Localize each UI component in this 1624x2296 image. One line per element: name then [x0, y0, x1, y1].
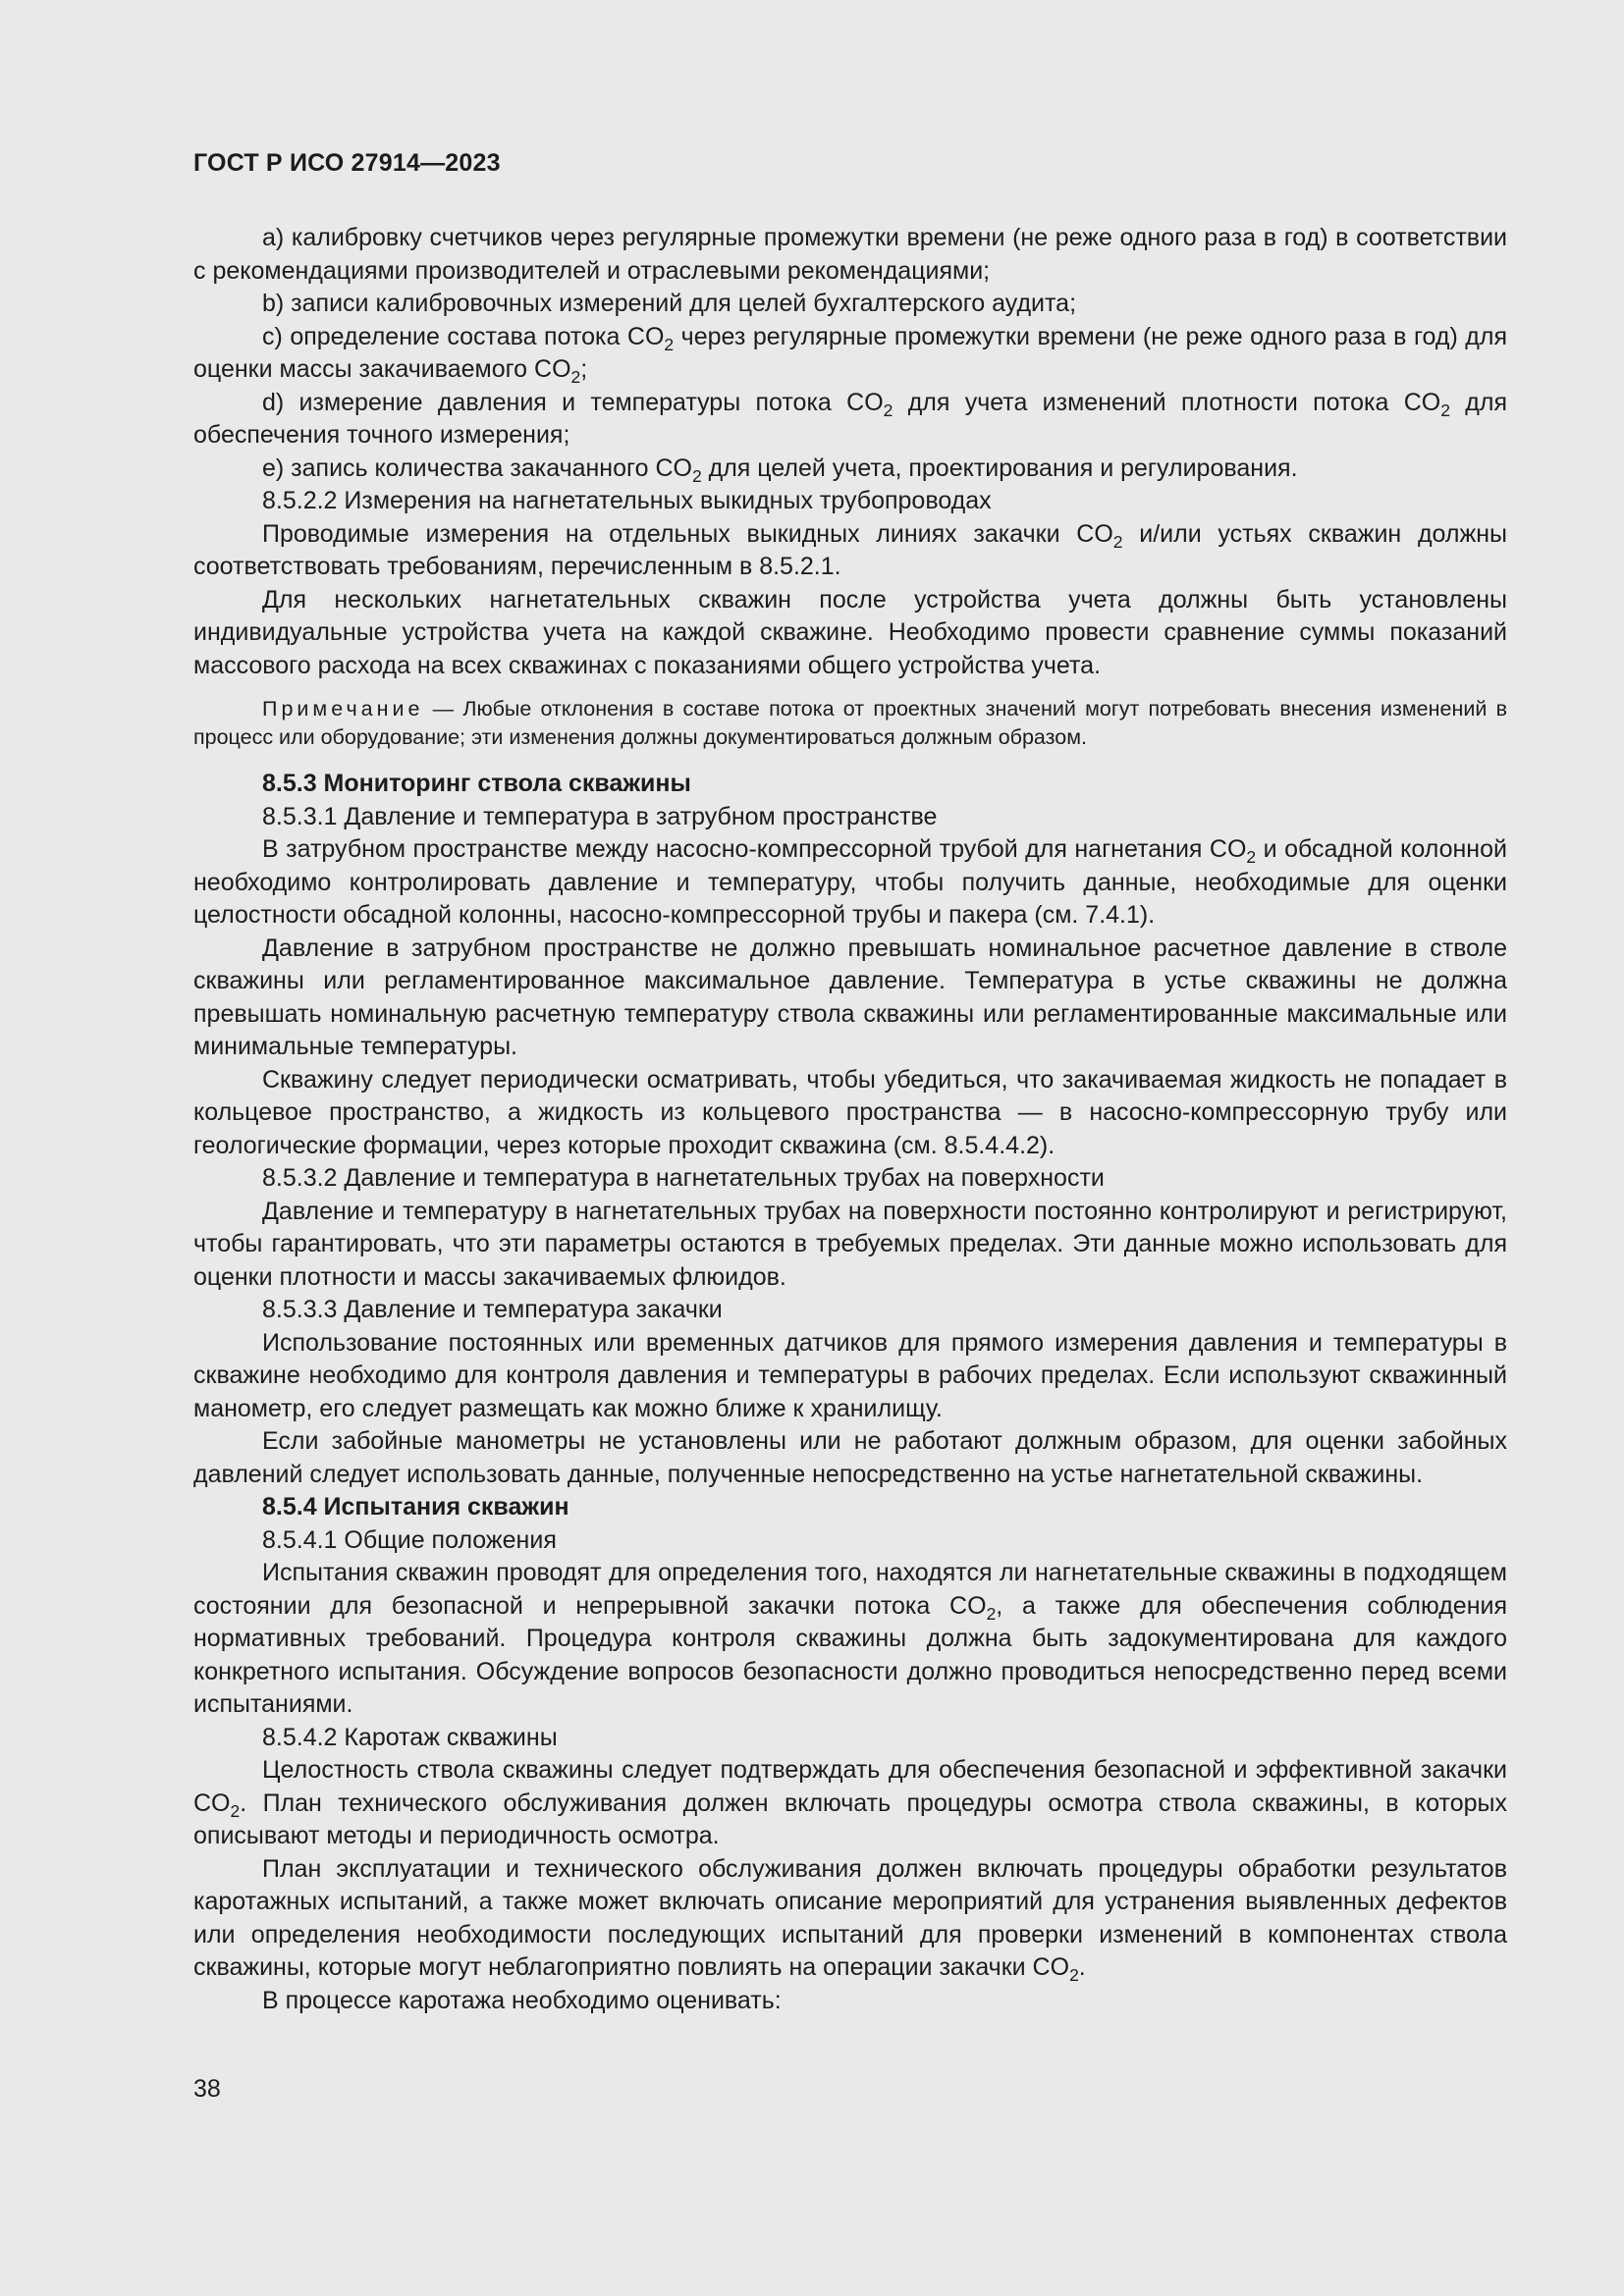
section-8542-paragraph-1: Целостность ствола скважины следует подтверждать для обеспечения безопасной и эффективной закачки $CO_2$. План технического обслуживания должен включать процедуры осмотра ствола скважины, в которых описывают методы и периодичность осмотра. [193, 1756, 1507, 1849]
section-8532-paragraph: Давление и температуру в нагнетательных трубах на поверхности постоянно контролируют и регистрируют, чтобы гарантировать, что эти параметры остаются в требуемых пределах. Эти данные можно использовать для оценки плотности и массы закачиваемых флюидов. [193, 1197, 1507, 1291]
section-8542-heading: 8.5.4.2 Каротаж скважины [262, 1723, 558, 1751]
section-8522-paragraph-2: Для нескольких нагнетательных скважин после устройства учета должны быть установлены индивидуальные устройства учета на каждой скважине. Необходимо провести сравнение суммы показаний массового расхода на всех скважинах с показаниями общего устройства учета. [193, 585, 1507, 679]
section-8541-heading: 8.5.4.1 Общие положения [262, 1525, 557, 1554]
note-text: — Любые отклонения в составе потока от проектных значений могут потребовать внесения изменений в процесс или оборудование; эти изменения должны документироваться должным образом. [193, 697, 1507, 749]
list-item-a: a) калибровку счетчиков через регулярные промежутки времени (не реже одного раза в год) в соответствии с рекомендациями производителей и отраслевыми рекомендациями; [193, 224, 1507, 285]
note-label: Примечание [262, 697, 424, 721]
list-item-e: e) запись количества закачанного $CO_2$ для целей учета, проектирования и регулирования. [262, 454, 1298, 486]
section-8542-paragraph-3: В процессе каротажа необходимо оценивать: [262, 1986, 782, 2014]
section-854-heading: 8.5.4 Испытания скважин [262, 1493, 569, 1521]
section-8522-paragraph-1: Проводимые измерения на отдельных выкидных линиях закачки $CO_2$ и/или устьях скважин должны соответствовать требованиям, перечисленным в 8.5.2.1. [193, 519, 1507, 580]
page-content [193, 222, 1507, 2017]
section-8533-heading: 8.5.3.3 Давление и температура закачки [262, 1296, 723, 1323]
section-8532-heading: 8.5.3.2 Давление и температура в нагнетательных трубах на поверхности [262, 1164, 1105, 1192]
section-8531-heading: 8.5.3.1 Давление и температура в затрубном пространстве [262, 802, 938, 830]
section-8531-paragraph-1: В затрубном пространстве между насосно-компрессорной трубой для нагнетания $CO_2$ и обсадной колонной необходимо контролировать давление и температуру, чтобы получить данные, необходимые для оценки целостности обсадной колонны, насосно-компрессорной трубы и пакера (см. 7.4.1). [193, 835, 1507, 929]
list-item-b: b) записи калибровочных измерений для целей бухгалтерского аудита; [262, 290, 1077, 317]
section-8533-paragraph-2: Если забойные манометры не установлены или не работают должным образом, для оценки забойных давлений следует использовать данные, полученные непосредственно на устье нагнетательной скважины. [193, 1427, 1507, 1488]
section-8541-paragraph: Испытания скважин проводят для определения того, находятся ли нагнетательные скважины в подходящем состоянии для безопасной и непрерывной закачки потока $CO_2$, а также для обеспечения соблюдения нормативных требований. Процедура контроля скважины должна быть задокументирована для каждого конкретного испытания. Обсуждение вопросов безопасности должно проводиться непосредственно перед всеми испытаниями. [193, 1559, 1507, 1718]
section-8533-paragraph-1: Использование постоянных или временных датчиков для прямого измерения давления и температуры в скважине необходимо для контроля давления и температуры в рабочих пределах. Если используют скважинный манометр, его следует размещать как можно ближе к хранилищу. [193, 1328, 1507, 1422]
note [193, 695, 1507, 752]
section-8531-paragraph-2: Давление в затрубном пространстве не должно превышать номинальное расчетное давление в стволе скважины или регламентированное максимальное давление. Температура в устье скважины не должна превышать номинальную расчетную температуру ствола скважины или регламентированные максимальные или минимальные температуры. [193, 934, 1507, 1060]
list-item-d: d) измерение давления и температуры потока $CO_2$ для учета изменений плотности потока $CO_2$ для обеспечения точного измерения; [193, 388, 1507, 449]
document-header: ГОСТ Р ИСО 27914—2023 [193, 149, 501, 177]
section-853-heading: 8.5.3 Мониторинг ствола скважины [262, 770, 691, 797]
page-number: 38 [193, 2075, 221, 2103]
section-8542-paragraph-2: План эксплуатации и технического обслуживания должен включать процедуры обработки результатов каротажных испытаний, а также может включать описание мероприятий для устранения выявленных дефектов или определения необходимости последующих испытаний для проверки изменений в компонентах ствола скважины, которые могут неблагоприятно повлиять на операции закачки $CO_2$. [193, 1854, 1507, 1986]
section-8531-paragraph-3: Скважину следует периодически осматривать, чтобы убедиться, что закачиваемая жидкость не попадает в кольцевое пространство, а жидкость из кольцевого пространства — в насосно-компрессорную трубу или геологические формации, через которые проходит скважина (см. 8.5.4.4.2). [193, 1065, 1507, 1159]
section-8522-heading: 8.5.2.2 Измерения на нагнетательных выкидных трубопроводах [262, 487, 992, 514]
list-item-c: c) определение состава потока $CO_2$ через регулярные промежутки времени (не реже одного раза в год) для оценки массы закачиваемого $CO_2$; [193, 322, 1508, 388]
